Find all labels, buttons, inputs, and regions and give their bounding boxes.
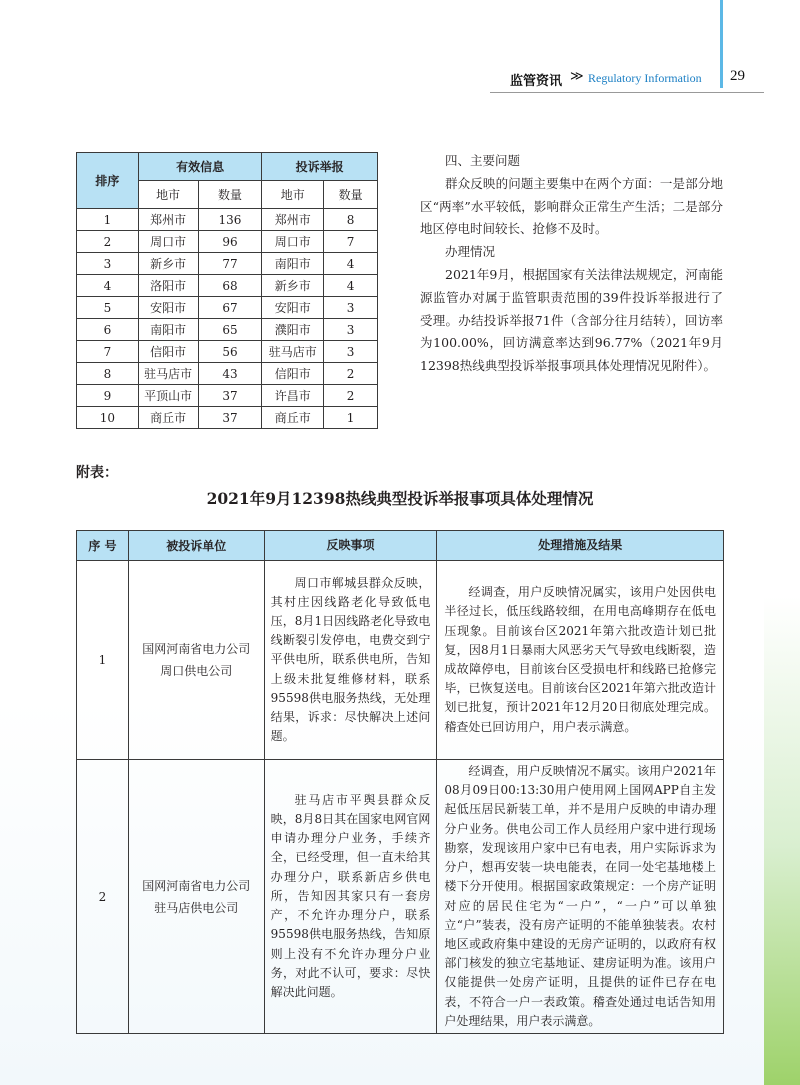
valid-count-cell: 96 [198,231,262,253]
rank-cell: 1 [77,209,139,231]
issue-text: 周口市郸城县群众反映，其村庄因线路老化导致低电压，8月1日因线路老化导致电线断裂引发停电，电费交到宁平供电所，联系供电所，告知上级未批复维修材料，联系95598供电服务热线，无处理结果，诉求：尽快解决上述问题。 [270,575,431,744]
col-result-header: 处理措施及结果 [437,531,724,561]
table-row [77,275,378,297]
summary-text [420,150,723,378]
valid-count-cell: 37 [198,407,262,429]
unit-line-2: 周口供电公司 [160,664,233,678]
valid-city-cell: 南阳市 [138,319,198,341]
result-cell [437,561,724,760]
rank-cell: 3 [77,253,139,275]
complaint-count-cell: 4 [324,253,378,275]
group-complaint-header: 投诉举报 [262,153,378,181]
sub-count-header: 数量 [198,181,262,209]
case-table [76,530,724,1034]
complaint-count-cell: 2 [324,385,378,407]
page-number: 29 [730,68,745,84]
unit-line-1: 国网河南省电力公司 [142,878,251,893]
valid-count-cell: 68 [198,275,262,297]
table-header-row [77,531,724,561]
valid-city-cell: 平顶山市 [138,385,198,407]
complaint-city-cell: 驻马店市 [262,341,324,363]
complained-unit [128,760,264,1034]
result-text: 经调查，用户反映情况不属实。该用户2021年08月09日00:13:30用户使用网上国网APP自主发起低压居民新装工单，并不是用户反映的申请办理分户业务。供电公司工作人员经用户家中进行现场勘察，发现该用户家中已有电表，用户实际诉求为分户，想再安装一块电能表，在同一处宅基地楼上楼下分开使用。根据国家政策规定：一个房产证明对应的居民住宅为“一户”，“一户”可以单独立“户”装表，没有房产证明的不能单独装表。农村地区或政府集中建设的无房产证明的，以政府有权部门核发的独立宅基地证、建房证明为准。该用户仅能提供一处房产证明，且提供的证件已存在电表，不符合一户一表政策。稽查处通过电话告知用户处理结果，用户表示满意。 [444,764,716,1028]
rank-cell: 7 [77,341,139,363]
col-issue-header: 反映事项 [264,531,437,561]
appendix-title: 2021年9月12398热线典型投诉举报事项具体处理情况 [206,489,594,508]
complained-unit [128,561,264,760]
decorative-side-strip [764,0,800,1085]
rank-cell: 5 [77,297,139,319]
handling-heading: 办理情况 [445,244,496,260]
result-text: 经调查，用户反映情况属实，该用户处因供电半径过长，低压线路较细，在用电高峰期存在低电压现象。目前该台区2021年第六批改造计划已批复，因8月1日暴雨大风恶劣天气导致电线断裂，造成故障停电，目前该台区受损电杆和线路已抢修完毕，已恢复送电。目前该台区2021年第六批改造计划已批复，预计2021年12月20日彻底处理完成。稽查处已回访用户，用户表示满意。 [444,585,716,734]
valid-city-cell: 信阳市 [138,341,198,363]
valid-city-cell: 驻马店市 [138,363,198,385]
case-number: 1 [77,561,129,760]
section-title-en: Regulatory Information [588,71,702,85]
valid-city-cell: 周口市 [138,231,198,253]
complaint-count-cell: 7 [324,231,378,253]
complaint-city-cell: 商丘市 [262,407,324,429]
issue-text: 驻马店市平舆县群众反映，8月8日其在国家电网官网申请办理分户业务，手续齐全，已经受理，但一直未给其办理分户，联系新店乡供电所，告知因其家只有一套房产，不允许办理分户，联系95598供电服务热线，告知原则上没有不允许办理分户业务，对此不认可，要求：尽快解决此问题。 [270,792,431,999]
problems-heading: 四、主要问题 [445,153,521,168]
table-row [77,231,378,253]
complaint-city-cell: 信阳市 [262,363,324,385]
unit-line-2: 驻马店供电公司 [154,900,239,915]
handling-paragraph: 2021年9月，根据国家有关法律法规规定，河南能源监管办对属于监管职责范围的39件投诉举报进行了受理。办结投诉举报71件（含部分往月结转），回访率为100.00%，回访满意率达到96.77%（2021年9月12398热线典型投诉举报事项具体处理情况见附件）。 [420,266,723,374]
valid-city-cell: 安阳市 [138,297,198,319]
table-row [77,253,378,275]
rank-cell: 6 [77,319,139,341]
table-row [77,319,378,341]
complaint-city-cell: 周口市 [262,231,324,253]
rank-cell: 10 [77,407,139,429]
ranking-table [76,152,378,429]
complaint-city-cell: 郑州市 [262,209,324,231]
valid-count-cell: 65 [198,319,262,341]
complaint-count-cell: 2 [324,363,378,385]
col-no-header: 序 号 [77,531,129,561]
rank-cell: 9 [77,385,139,407]
complaint-count-cell: 3 [324,297,378,319]
sub-city-header: 地市 [262,181,324,209]
rank-cell: 2 [77,231,139,253]
complaint-count-cell: 3 [324,341,378,363]
table-row [77,363,378,385]
complaint-city-cell: 安阳市 [262,297,324,319]
rank-cell: 8 [77,363,139,385]
appendix-label: 附表： [76,465,118,481]
valid-count-cell: 56 [198,341,262,363]
valid-city-cell: 郑州市 [138,209,198,231]
complaint-city-cell: 许昌市 [262,385,324,407]
valid-city-cell: 商丘市 [138,407,198,429]
col-rank-header: 排序 [77,153,139,209]
complaint-city-cell: 南阳市 [262,253,324,275]
result-cell [437,760,724,1034]
table-row [77,341,378,363]
valid-city-cell: 新乡市 [138,253,198,275]
complaint-count-cell: 1 [324,407,378,429]
complaint-city-cell: 新乡市 [262,275,324,297]
table-row [77,760,724,1034]
group-valid-header: 有效信息 [138,153,262,181]
section-title-cn: 监管资讯 [510,74,563,89]
col-unit-header: 被投诉单位 [128,531,264,561]
page-header [490,66,764,92]
valid-count-cell: 43 [198,363,262,385]
unit-line-1: 国网河南省电力公司 [142,642,251,656]
issue-cell [264,561,437,760]
table-row [77,385,378,407]
complaint-city-cell: 濮阳市 [262,319,324,341]
case-number: 2 [77,760,129,1034]
table-row [77,297,378,319]
sub-count-header: 数量 [324,181,378,209]
section-arrow-icon: ≫ [570,69,581,84]
table-row [77,561,724,760]
valid-city-cell: 洛阳市 [138,275,198,297]
valid-count-cell: 136 [198,209,262,231]
complaint-count-cell: 3 [324,319,378,341]
table-row [77,209,378,231]
table-row [77,407,378,429]
problems-paragraph: 群众反映的问题主要集中在两个方面：一是部分地区“两率”水平较低，影响群众正常生产生活；二是部分地区停电时间较长、抢修不及时。 [420,175,723,237]
valid-count-cell: 37 [198,385,262,407]
header-divider [490,92,764,93]
valid-count-cell: 77 [198,253,262,275]
sub-city-header: 地市 [138,181,198,209]
valid-count-cell: 67 [198,297,262,319]
complaint-count-cell: 4 [324,275,378,297]
issue-cell [264,760,437,1034]
rank-cell: 4 [77,275,139,297]
complaint-count-cell: 8 [324,209,378,231]
